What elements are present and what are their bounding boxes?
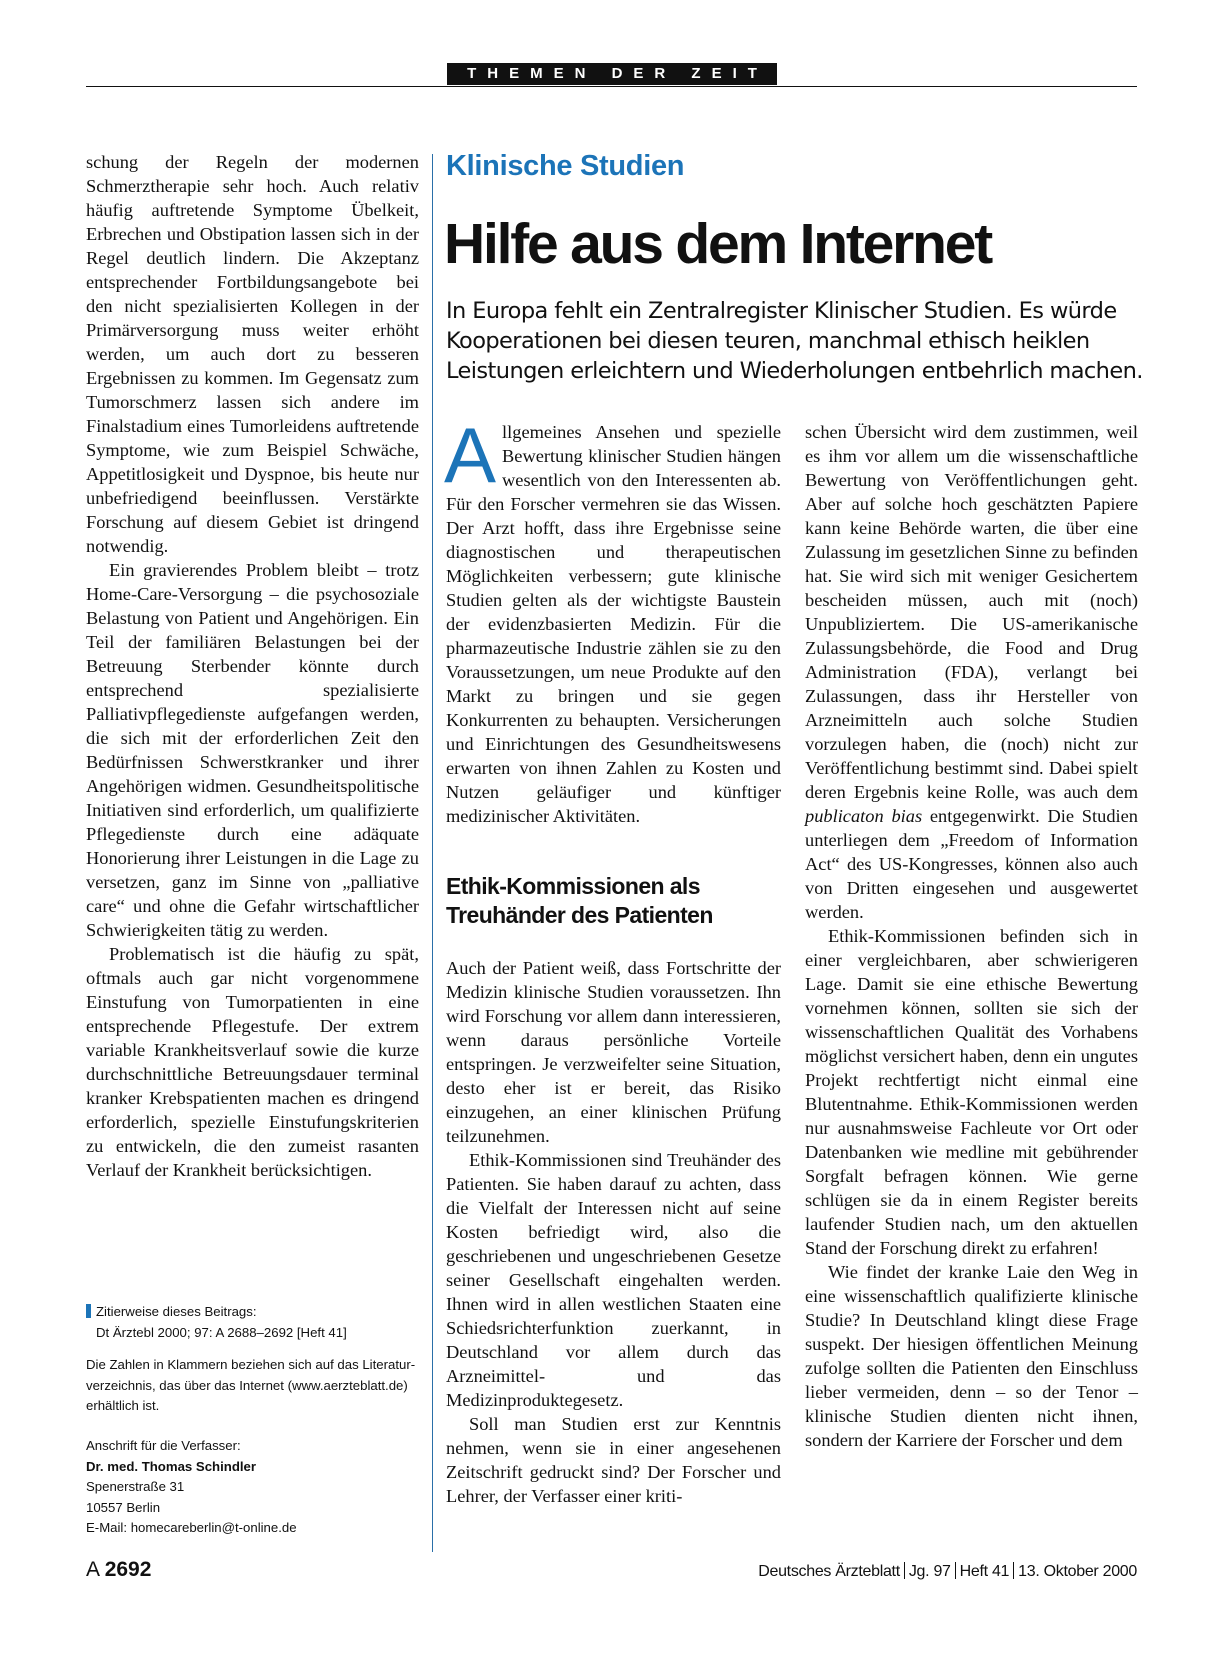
article-lead: In Europa fehlt ein Zentralregister Klinischer Studien. Es würde Kooperationen bei diesen teuren, manchmal ethisch heiklen Leistungen erleichtern und Wiederholungen entbehrlich machen. (446, 298, 1143, 384)
article-headline: Hilfe aus dem Internet (444, 212, 992, 276)
citation-line-2: Dt Ärztebl 2000; 97: A 2688–2692 [Heft 41] (96, 1324, 347, 1340)
header-rule (86, 86, 1137, 87)
footer-journal-info (758, 1562, 1137, 1581)
middle-paragraph-1 (444, 411, 781, 828)
author-address (86, 1436, 426, 1539)
middle-column (444, 411, 781, 1508)
author-name: Dr. med. Thomas Schindler (86, 1458, 257, 1474)
middle-paragraph-3: Ethik-Kommissionen sind Treuhänder des Patienten. Sie haben darauf zu achten, dass die Vielfalt der Interessen nicht auf seine Kosten befriedigt wird, also die geschriebenen und ungeschriebenen Gesetze seiner Gesellschaft eingehalten werden. Ihnen wird in allen westlichen Staaten eine Schiedsrichterfunktion zuerkannt, in Deutschland vor allem durch das Arzneimittel- und das Medizinproduktegesetz. (446, 1150, 781, 1410)
subheading-line-2: Treuhänder des Patienten (446, 902, 713, 928)
citation-label: Zitierweise dieses Beitrags: (96, 1304, 257, 1319)
drop-cap: A (444, 411, 497, 499)
citation-line-1 (86, 1302, 426, 1323)
address-street: Spenerstraße 31 (86, 1479, 185, 1494)
journal-volume: Jg. 97 (908, 1563, 951, 1580)
address-label: Anschrift für die Verfasser: (86, 1438, 241, 1453)
journal-issue: Heft 41 (959, 1563, 1010, 1580)
literature-line-1: Die Zahlen in Klammern beziehen sich auf das Literatur- (86, 1357, 416, 1372)
citation-marker-icon (86, 1304, 91, 1318)
journal-date: 13. Oktober 2000 (1018, 1563, 1137, 1580)
left-paragraph-2: Ein gravierendes Problem bleibt – trotz Home-Care-Versorgung – die psychosoziale Belastung von Patient und Angehörigen. Ein Teil der familiären Belastungen bei der Betreuung Sterbender könnte durch entsprechend spezialisierte Palliativpflegedienste aufgefangen werden, die sich mit der erforderlichen Zeit den Bedürfnissen Schwerstkranker und ihrer Angehörigen widmen. Gesundheitspolitische Initiativen sind erforderlich, um qualifizierte Pflegedienste durch eine adäquate Honorierung ihrer Leistungen in die Lage zu versetzen, ganz im Sinne von „palliative care“ und ohne die Gefahr wirtschaftlicher Schwierigkeiten tätig zu werden. (86, 560, 419, 940)
article-kicker: Klinische Studien (446, 150, 685, 182)
middle-paragraph-2: Auch der Patient weiß, dass Fortschritte der Medizin klinische Studien voraussetzen. Ihn wird Forschung vor allem dann interessieren, wenn daraus persönliche Vorteile entspringen. Je verzweifelter seine Situation, desto eher ist er bereit, das Risiko einzugehen, an einer klinischen Prüfung teilzunehmen. (446, 958, 781, 1146)
right-paragraph-1-text-a: schen Übersicht wird dem zustimmen, weil es ihm vor allem um die wissenschaftliche Bewertung von Veröffentlichungen geht. Aber auf solche hoch geschätzten Papiere kann keine Behörde warten, die über eine Zulassung im gesetzlichen Sinne zu befinden hat. Sie wird sich mit weniger Gesichertem bescheiden müssen, auch mit (noch) Unpubliziertem. Die US-amerikanische Zulassungsbehörde, die Food and Drug Administration (FDA), verlangt bei Zulassungen, dass ihr Hersteller von Arzneimitteln auch solche Studien vorzulegen haben, die (noch) nicht zur Veröffentlichung bestimmt sind. Dabei spielt deren Ergebnis keine Rolle, was auch dem (805, 422, 1138, 802)
page-number (86, 1558, 151, 1582)
literature-note (86, 1355, 426, 1417)
right-paragraph-1-text-b: entgegenwirkt. Die Studien unterliegen dem „Freedom of Information Act“ des US-Kongresses, können also auch von Dritten eingesehen und ausgewertet werden. (805, 806, 1138, 922)
left-paragraph-1: schung der Regeln der modernen Schmerztherapie sehr hoch. Auch relativ häufig auftretende Symptome Übelkeit, Erbrechen und Obstipation lassen sich in der Regel deutlich lindern. Die Akzeptanz entsprechender Fortbildungsangebote bei den nicht spezialisierten Kollegen in der Primärversorgung muss weiter erhöht werden, um auch dort zu besseren Ergebnissen zu kommen. Im Gegensatz zum Tumorschmerz lassen sich andere im Finalstadium eines Tumorleidens auftretende Symptome, wie zum Beispiel Schwäche, Appetitlosigkeit und Dyspnoe, bis heute nur unbefriedigend beeinflussen. Verstärkte Forschung auf diesem Gebiet ist dringend notwendig. (86, 152, 419, 556)
footer-separator (955, 1562, 956, 1579)
right-column (805, 420, 1138, 1452)
section-banner: THEMEN DER ZEIT (447, 63, 777, 85)
middle-paragraph-4: Soll man Studien erst zur Kenntnis nehmen, wenn sie in einer angesehenen Zeitschrift gedruckt sind? Der Forscher und Lehrer, der Verfasser einer kriti- (446, 1414, 781, 1506)
right-paragraph-3: Wie findet der kranke Laie den Weg in eine wissenschaftlich qualifizierte klinische Studie? In Deutschland klingt diese Frage suspekt. Der hiesigen öffentlichen Meinung zufolge sollten die Patienten den Einschluss lieber vermeiden, denn – so der Tenor – klinische Studien dienten nicht ihnen, sondern der Karriere der Forscher und dem (805, 1262, 1138, 1450)
citation-note (86, 1302, 426, 1343)
address-email: E-Mail: homecareberlin@t-online.de (86, 1520, 297, 1535)
address-city: 10557 Berlin (86, 1499, 161, 1515)
column-divider (432, 154, 433, 1552)
middle-paragraph-1-text: llgemeines Ansehen und spezielle Bewertung klinischer Studien hängen wesentlich von den Interessenten ab. Für den Forscher vermehren sie das Wissen. Der Arzt hofft, dass ihre Ergebnisse seine diagnostischen und therapeutischen Möglichkeiten verbessern; gute klinische Studien gelten als der wichtigste Baustein der evidenzbasierten Medizin. Für die pharmazeutische Industrie zählen sie zu den Voraussetzungen, um neue Produkte auf den Markt zu bringen und sie gegen Konkurrenten zu behaupten. Versicherungen und Einrichtungen des Gesundheitswesens erwarten von ihnen Zahlen zu Kosten und Nutzen geläufiger und künftiger medizinischer Aktivitäten. (446, 422, 781, 826)
right-paragraph-2: Ethik-Kommissionen befinden sich in einer vergleichbaren, aber schwierigeren Lage. Damit sie eine ethische Bewertung vornehmen können, sollten sie sich der wissenschaftlichen Qualität des Vorhabens möglichst versichert haben, denn ein ungutes Projekt rechtfertigt nicht einmal eine Blutentnahme. Ethik-Kommissionen werden nur ausnahmsweise Fachleute vor Ort oder Datenbanken wie medline mit gebührender Sorgfalt befragen können. Wie gerne schlügen sie da in einem Register bereits laufender Studien nach, um den aktuellen Stand der Forschung direkt zu erfahren! (805, 926, 1138, 1258)
right-paragraph-1 (805, 420, 1138, 924)
literature-line-2: verzeichnis, das über das Internet (www.aerzteblatt.de) (86, 1377, 408, 1393)
page-prefix: A (86, 1558, 99, 1581)
footer-separator (1013, 1562, 1014, 1579)
subheading-line-1: Ethik-Kommissionen als (446, 873, 700, 899)
italic-term: publicaton bias (805, 806, 923, 826)
left-paragraph-3: Problematisch ist die häufig zu spät, oftmals auch gar nicht vorgenommene Einstufung von Tumorpatienten in eine entsprechende Pflegestufe. Der extrem variable Krankheitsverlauf sowie die kurze durchschnittliche Betreuungsdauer terminal kranker Krebspatienten machen es dringend erforderlich, spezielle Einstufungskriterien zu entwickeln, die den zumeist rasanten Verlauf der Krankheit berücksichtigen. (86, 944, 419, 1180)
section-subheading (446, 872, 781, 930)
footer-separator (904, 1562, 905, 1579)
page-number-value: 2692 (104, 1558, 152, 1581)
literature-line-3: erhältlich ist. (86, 1398, 160, 1413)
left-column (86, 150, 419, 1182)
journal-name: Deutsches Ärzteblatt (758, 1563, 900, 1580)
